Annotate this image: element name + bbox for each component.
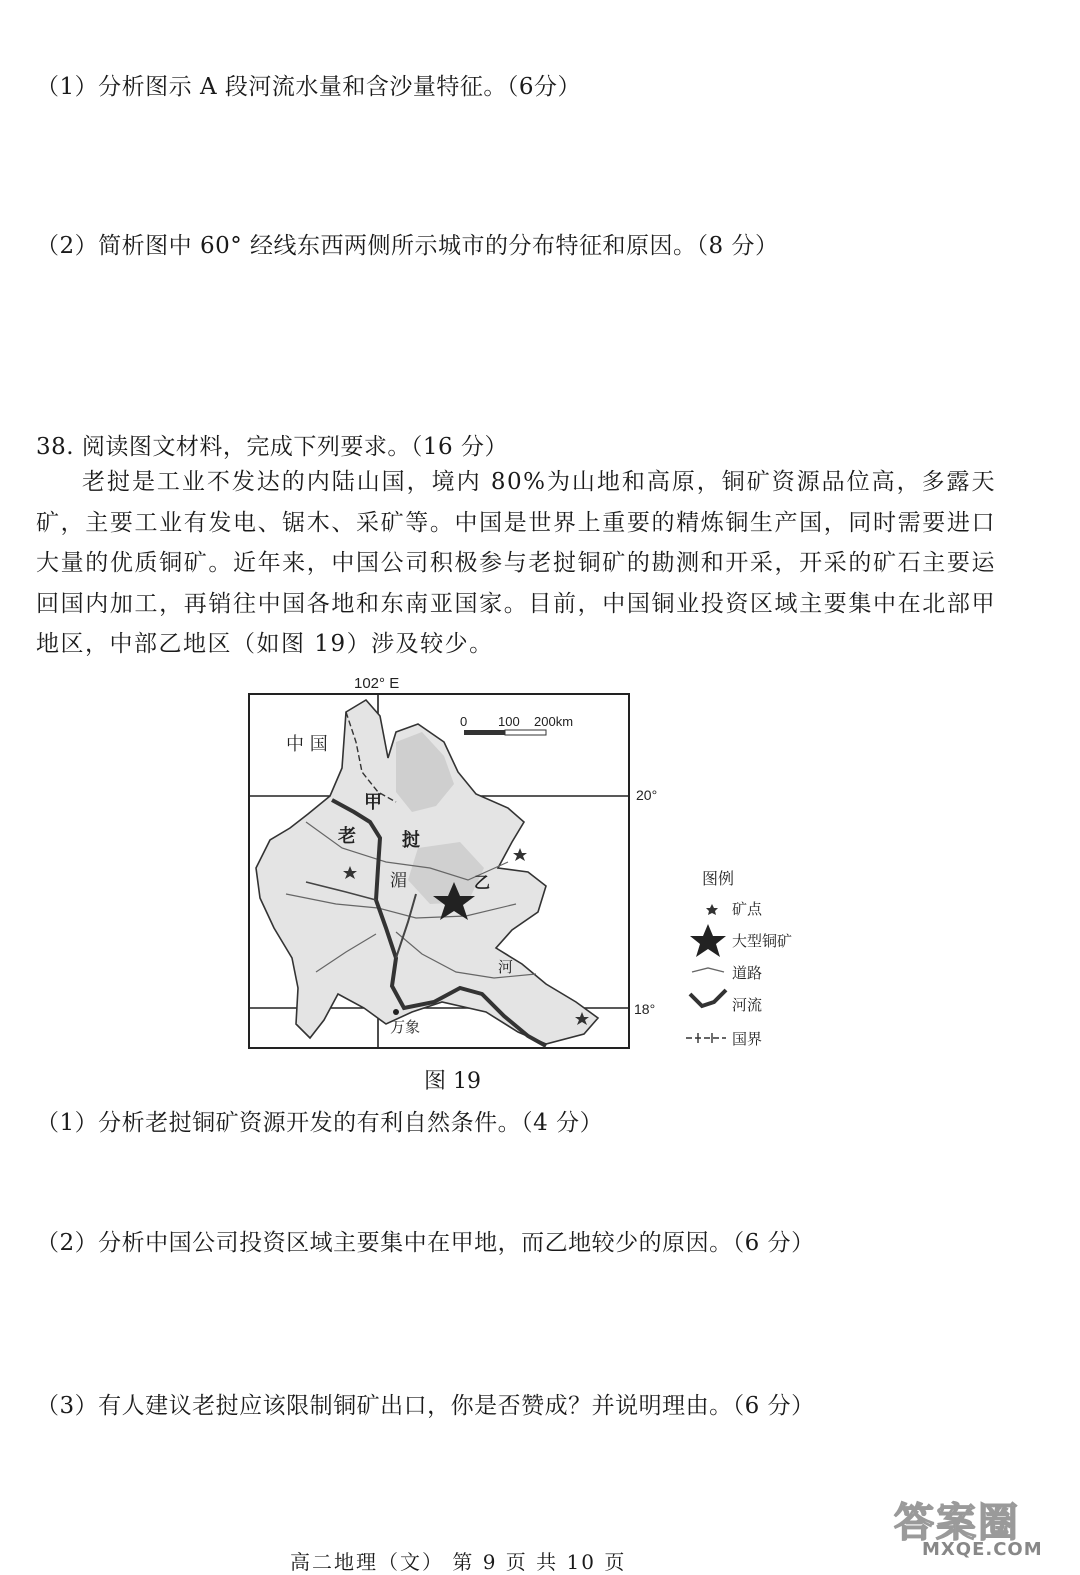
watermark-url: MXQE.COM	[922, 1539, 1043, 1560]
page-footer: 高二地理（文） 第 9 页 共 10 页	[290, 1550, 627, 1574]
legend-item-road: 道路	[732, 964, 763, 982]
legend-river-symbol	[690, 990, 726, 1006]
legend-item-copper: 大型铜矿	[732, 932, 793, 950]
meridian-label: 102° E	[354, 675, 400, 692]
figure-caption: 图 19	[424, 1069, 481, 1094]
question-1: （1）分析图示 A 段河流水量和含沙量特征。（6分）	[36, 74, 581, 100]
label-lao: 老	[338, 826, 356, 847]
sub-question-3: （3）有人建议老挝应该限制铜矿出口，你是否赞成？并说明理由。（6 分）	[36, 1393, 815, 1419]
legend-road-symbol	[692, 968, 724, 972]
label-wo: 挝	[402, 830, 420, 851]
question-38-heading: 38. 阅读图文材料，完成下列要求。（16 分）	[36, 434, 508, 460]
label-vientiane: 万象	[390, 1018, 421, 1036]
question-2: （2）简析图中 60° 经线东西两侧所示城市的分布特征和原因。（8 分）	[36, 233, 779, 259]
label-jia: 甲	[364, 792, 382, 813]
label-mekong: 湄	[390, 871, 407, 891]
scale-label-0: 0	[460, 714, 468, 729]
lat-18-label: 18°	[634, 1001, 656, 1017]
figure-19-map	[246, 672, 806, 1052]
scale-label-100: 100	[498, 714, 520, 729]
scale-label-200km: 200km	[534, 714, 574, 729]
lat-20-label: 20°	[636, 787, 658, 803]
legend-copper-symbol	[690, 924, 726, 957]
sub-question-1: （1）分析老挝铜矿资源开发的有利自然条件。（4 分）	[36, 1110, 604, 1136]
watermark-text: 答案圈	[894, 1500, 1020, 1546]
legend-item-mine: 矿点	[732, 900, 763, 918]
legend-item-border: 国界	[732, 1030, 763, 1048]
vientiane-dot	[393, 1009, 399, 1015]
label-yi: 乙	[474, 873, 491, 892]
label-china: 中 国	[286, 734, 328, 755]
sub-question-2: （2）分析中国公司投资区域主要集中在甲地，而乙地较少的原因。（6 分）	[36, 1230, 815, 1256]
legend-title: 图例	[702, 869, 735, 888]
mine-point	[513, 848, 527, 861]
question-38-material: 老挝是工业不发达的内陆山国，境内 80%为山地和高原，铜矿资源品位高，多露天矿，主要工业有发电、锯木、采矿等。中国是世界上重要的精炼铜生产国，同时需要进口大量的优质铜矿。近年来，中国公司积极参与老挝铜矿的勘测和开采，开采的矿石主要运回国内加工，再销往中国各地和东南亚国家。目前，中国铜业投资区域主要集中在北部甲地区，中部乙地区（如图 19）涉及较少。	[36, 469, 996, 657]
legend-item-river: 河流	[732, 996, 763, 1014]
legend-mine-symbol	[706, 904, 718, 915]
label-he: 河	[498, 958, 514, 976]
watermark-logo	[886, 1489, 1062, 1561]
